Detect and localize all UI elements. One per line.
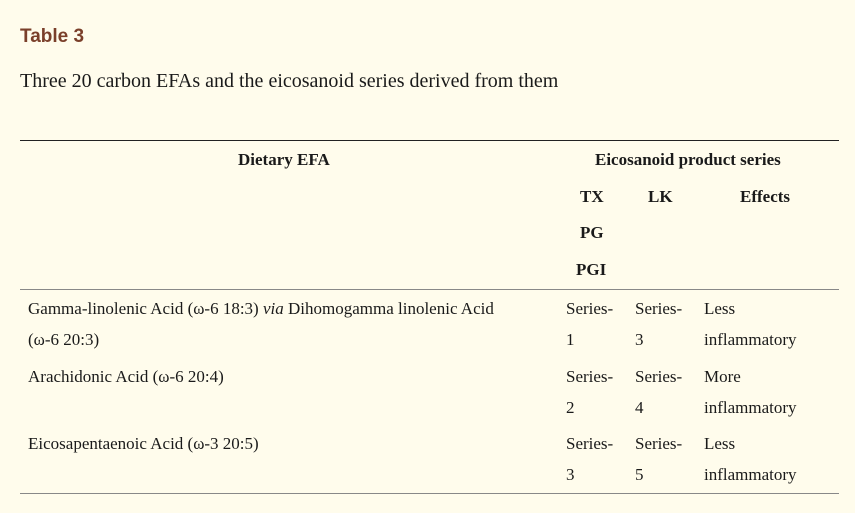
- header-pgi: PGI: [576, 260, 607, 279]
- row-lk-line1: Series-: [635, 367, 683, 386]
- table-bottom-rule: [20, 493, 839, 494]
- row-efa-line1: Eicosapentaenoic Acid (ω-3 20:5): [28, 434, 259, 453]
- header-pg: PG: [580, 223, 604, 242]
- row-effects-line2: inflammatory: [704, 465, 797, 484]
- row-tx-line2: 2: [566, 398, 575, 417]
- header-dietary-efa: Dietary EFA: [238, 150, 330, 169]
- row-effects-line2: inflammatory: [704, 398, 797, 417]
- row-effects-line1: Less: [704, 299, 736, 318]
- table-top-rule: [20, 140, 839, 141]
- row-lk-line1: Series-: [635, 299, 683, 318]
- header-eicosanoid-product-series: Eicosanoid product series: [595, 150, 781, 169]
- row-tx-line1: Series-: [566, 367, 614, 386]
- row-lk-line1: Series-: [635, 434, 683, 453]
- row-effects-line1: Less: [704, 434, 736, 453]
- row-tx-line2: 1: [566, 330, 575, 349]
- header-tx: TX: [580, 187, 604, 206]
- efa-text-part1: Gamma-linolenic Acid (ω-6 18:3): [28, 299, 263, 318]
- efa-text-part2: Dihomogamma linolenic Acid: [283, 299, 494, 318]
- row-tx-line1: Series-: [566, 434, 614, 453]
- table-header-rule: [20, 289, 839, 290]
- row-tx-line1: Series-: [566, 299, 614, 318]
- table-caption: Three 20 carbon EFAs and the eicosanoid series derived from them: [20, 70, 559, 92]
- row-efa-line1: Arachidonic Acid (ω-6 20:4): [28, 367, 224, 386]
- efa-via-text: via: [262, 299, 284, 318]
- row-tx-line2: 3: [566, 465, 575, 484]
- row-efa-line1: [28, 293, 494, 324]
- row-lk-line2: 5: [635, 465, 644, 484]
- row-effects-line1: More: [704, 367, 741, 386]
- row-effects-line2: inflammatory: [704, 330, 797, 349]
- row-lk-line2: 3: [635, 330, 644, 349]
- header-effects: Effects: [740, 187, 791, 206]
- row-lk-line2: 4: [635, 398, 644, 417]
- header-lk: LK: [648, 187, 673, 206]
- row-efa-line2: (ω-6 20:3): [28, 330, 100, 349]
- table-label: Table 3: [20, 26, 85, 47]
